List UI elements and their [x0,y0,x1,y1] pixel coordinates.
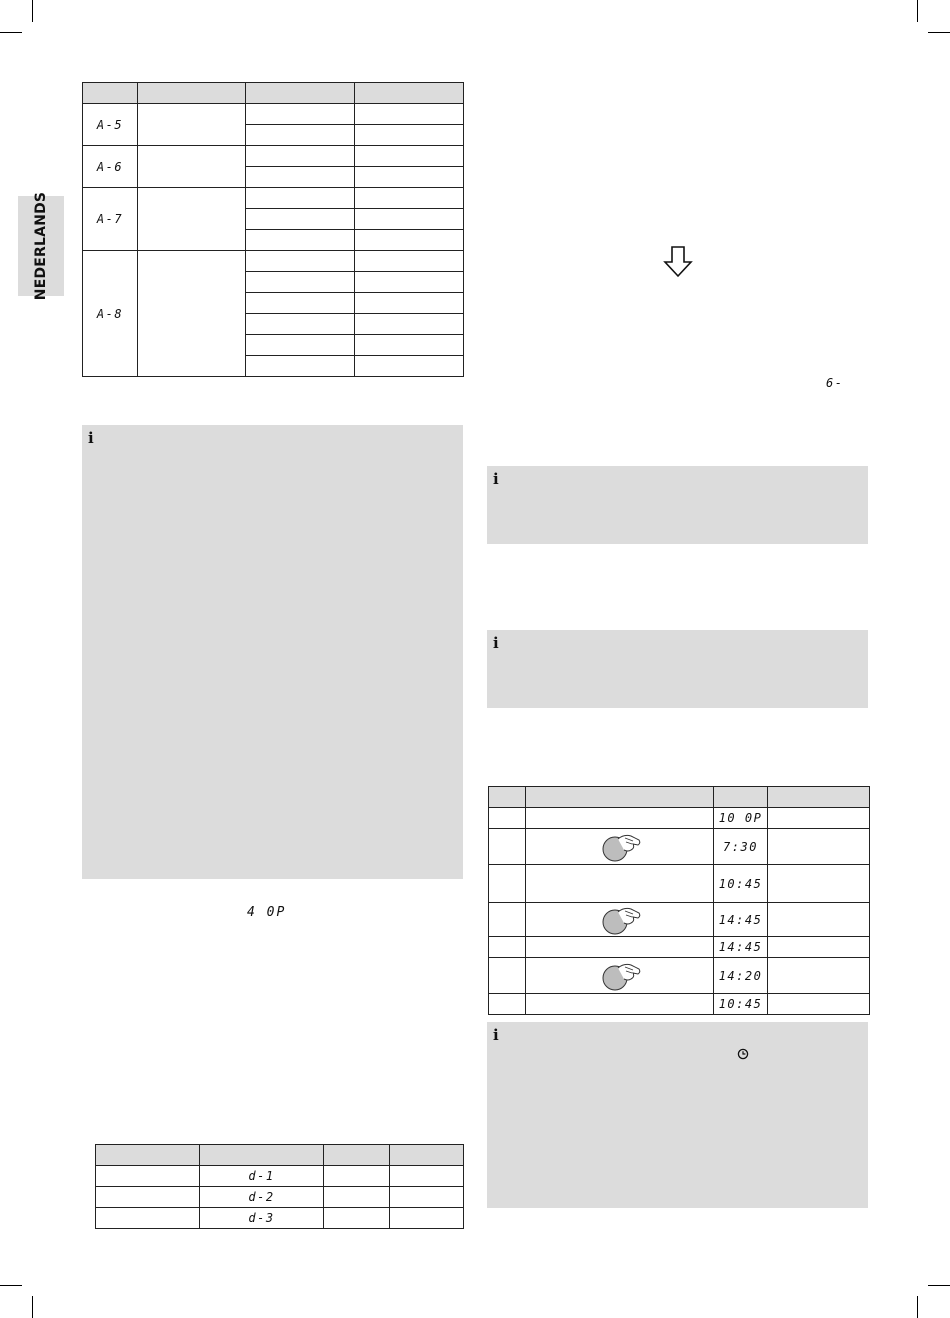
program-code-cell [83,146,138,188]
defrost-code: d-3 [248,1211,275,1225]
table-cell [138,251,246,377]
table-cell [526,865,714,903]
table-cell [526,994,714,1015]
header-cell [526,787,714,808]
table-cell [355,356,464,377]
table-cell [355,104,464,125]
info-icon: i [493,470,499,488]
info-box [487,1022,868,1208]
table-cell [768,808,870,829]
clock-table [488,786,870,1015]
table-cell [390,1208,464,1229]
table-header-row [96,1145,464,1166]
turn-knob-icon [598,831,642,863]
table-cell [355,146,464,167]
display-cell [714,958,768,994]
table-cell [355,209,464,230]
defrost-code: d-2 [248,1190,275,1204]
display-cell [714,865,768,903]
table-cell [489,994,526,1015]
table-cell [390,1187,464,1208]
table-cell [246,188,355,209]
display-cell [714,829,768,865]
table-cell [489,829,526,865]
display-cell [714,808,768,829]
table-row [83,104,464,125]
table-cell [489,937,526,958]
program-code: A-8 [96,306,124,321]
display-cell [714,937,768,958]
table-cell [390,1166,464,1187]
header-cell [489,787,526,808]
table-cell [96,1187,200,1208]
table-cell [489,865,526,903]
table-cell [138,146,246,188]
table-cell [246,356,355,377]
table-cell [246,251,355,272]
inline-display-readout: 6- [826,376,844,390]
display-readout: 10:45 [718,997,763,1011]
header-cell [768,787,870,808]
table-row [489,903,870,937]
table-cell [526,808,714,829]
table-cell [489,958,526,994]
table-cell [246,209,355,230]
table-cell [768,865,870,903]
table-header-row [83,83,464,104]
table-row [489,829,870,865]
table-cell [138,188,246,251]
crop-mark [928,1285,950,1286]
display-readout: 10:45 [718,876,763,891]
info-box-large [82,425,463,879]
info-icon: i [493,1026,499,1044]
table-row [489,808,870,829]
display-cell [714,994,768,1015]
info-box [487,466,868,544]
header-cell [324,1145,390,1166]
table-row [96,1187,464,1208]
turn-knob-icon [598,960,642,992]
display-readout: 14:20 [718,968,763,983]
table-cell [246,146,355,167]
language-tab-label: NEDERLANDS [33,191,49,301]
table-row [83,188,464,209]
table-cell [355,167,464,188]
header-cell [200,1145,324,1166]
table-cell [355,335,464,356]
info-box [487,630,868,708]
table-cell [768,937,870,958]
table-cell [96,1166,200,1187]
table-row [489,937,870,958]
table-cell [246,293,355,314]
header-cell [714,787,768,808]
table-header-row [489,787,870,808]
defrost-code: d-1 [248,1169,275,1183]
program-code: A-6 [96,159,124,174]
table-cell [355,272,464,293]
table-cell [246,167,355,188]
table-cell [246,104,355,125]
clock-icon [737,1048,749,1060]
header-cell [355,83,464,104]
table-cell [768,829,870,865]
program-code-cell [83,251,138,377]
table-cell [526,937,714,958]
defrost-table [95,1144,464,1229]
table-cell [96,1208,200,1229]
display-readout: 14:45 [718,940,763,954]
inline-display-readout: 4 0P [247,905,287,920]
table-row [96,1166,464,1187]
table-cell [138,104,246,146]
table-row [83,146,464,167]
table-cell [355,230,464,251]
table-cell [768,994,870,1015]
crop-mark [917,0,918,22]
table-cell [489,808,526,829]
info-icon: i [493,634,499,652]
crop-mark [928,32,950,33]
table-cell [355,251,464,272]
header-cell [83,83,138,104]
defrost-code-cell [200,1208,324,1229]
table-cell [246,230,355,251]
knob-cell [526,903,714,937]
program-code: A-7 [96,212,124,226]
table-row [83,251,464,272]
table-cell [355,314,464,335]
knob-cell [526,829,714,865]
display-readout: 14:45 [718,912,763,927]
table-cell [768,958,870,994]
language-tab [18,191,64,301]
defrost-code-cell [200,1166,324,1187]
table-cell [355,188,464,209]
table-cell [324,1208,390,1229]
crop-mark [0,1285,22,1286]
crop-mark [917,1296,918,1318]
table-cell [246,335,355,356]
program-code-cell [83,188,138,251]
crop-mark [32,0,33,22]
display-readout: 7:30 [723,839,758,854]
table-cell [324,1187,390,1208]
table-cell [324,1166,390,1187]
table-cell [768,903,870,937]
display-cell [714,903,768,937]
program-code: A-5 [96,117,124,132]
display-readout: 10 0P [718,811,763,825]
table-row [489,994,870,1015]
crop-mark [0,32,22,33]
arrow-down-icon [663,246,693,278]
header-cell [390,1145,464,1166]
table-cell [246,314,355,335]
table-cell [246,272,355,293]
table-cell [355,293,464,314]
table-row [489,958,870,994]
knob-cell [526,958,714,994]
table-cell [489,903,526,937]
info-icon: i [88,429,94,447]
table-row [96,1208,464,1229]
program-table [82,82,464,377]
header-cell [96,1145,200,1166]
defrost-code-cell [200,1187,324,1208]
table-cell [246,125,355,146]
table-cell [355,125,464,146]
program-code-cell [83,104,138,146]
table-row [489,865,870,903]
crop-mark [32,1296,33,1318]
turn-knob-icon [598,904,642,936]
header-cell [138,83,246,104]
header-cell [246,83,355,104]
